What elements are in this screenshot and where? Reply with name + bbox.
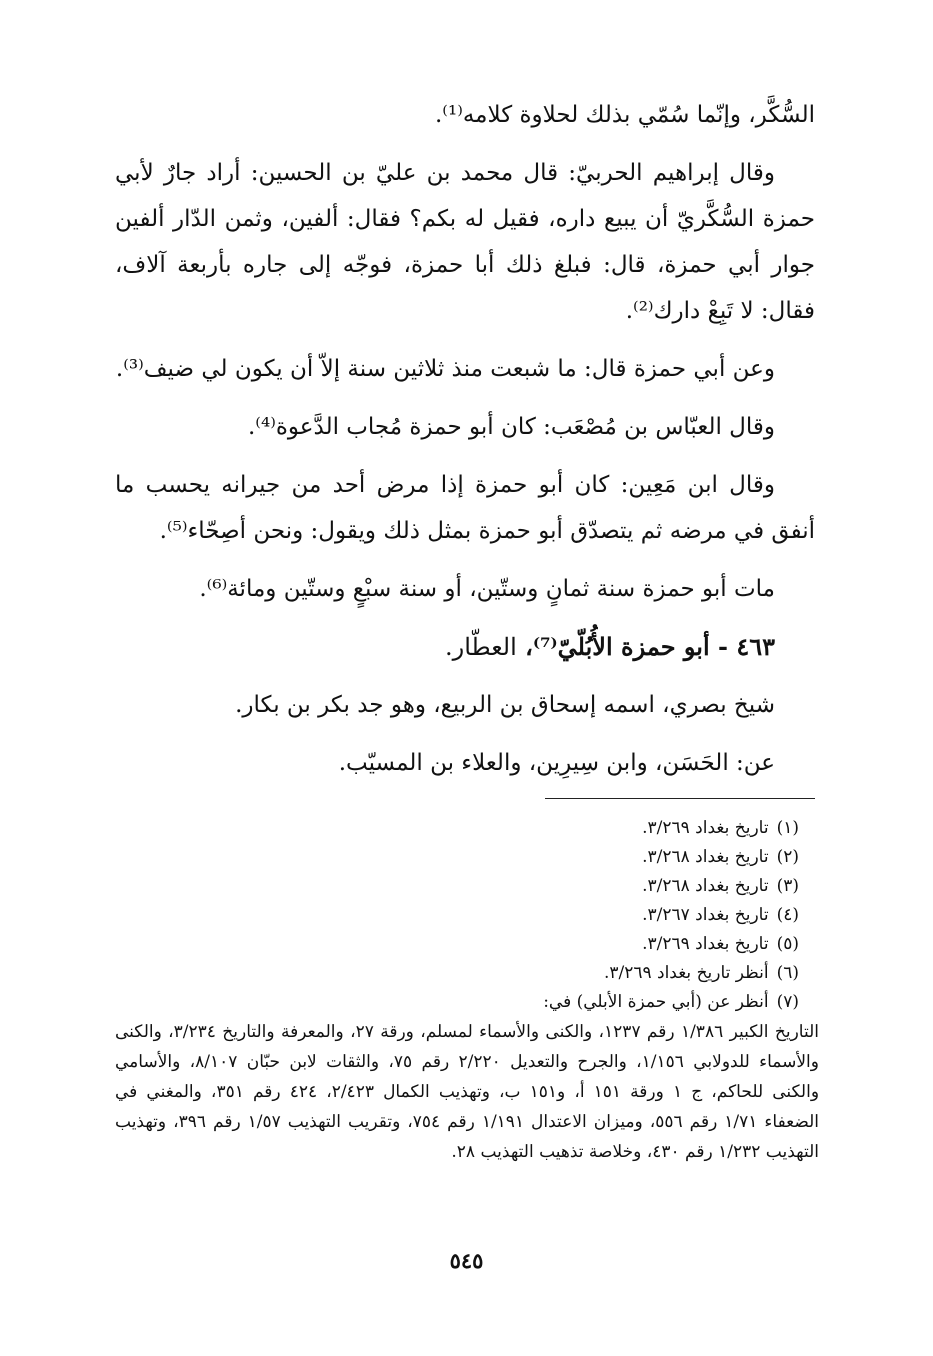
footnote-text: تاريخ بغداد ٣/٢٦٩. [642,818,769,838]
footnote [115,959,819,988]
footnote [115,988,819,1017]
footnote-number: (٤) [776,905,799,925]
footnote [115,930,819,959]
main-text [115,92,815,798]
page-number: ٥٤٥ [449,1248,484,1273]
entry-heading [115,624,815,670]
paragraph: السُّكَّر، وإنّما سُمّي بذلك لحلاوة كلامه⁽¹⁾. [434,102,815,128]
footnote-number: (٦) [776,963,799,983]
paragraph: وقال ابن مَعِين: كان أبو حمزة إذا مرض أحد من جيرانه يحسب ما أنفق في مرضه ثم يتصدّق أبو حمزة بمثل ذلك ويقول: ونحن أصِحّاء⁽⁵⁾. [115,472,815,544]
paragraph: وقال إبراهيم الحربيّ: قال محمد بن عليّ بن الحسين: أراد جارٌ لأبي حمزة السُّكَّريّ أن يبيع داره، فقيل له بكم؟ فقال: ألفين، وثمن الدّار ألفين جوار أبي حمزة، قال: فبلغ ذلك أبا حمزة، فوجّه إلى جاره بأربعة آلاف، فقال: لا تَبِعْ دارك⁽²⁾. [115,160,815,324]
paragraph: مات أبو حمزة سنة ثمانٍ وستّين، أو سنة سبْعٍ وستّين ومائة⁽⁶⁾. [199,576,775,602]
footnote-text: تاريخ بغداد ٣/٢٦٨. [642,847,769,867]
entry-heading-suffix: العطّار. [444,633,517,661]
footnote [115,872,819,901]
footnote-number: (١) [776,818,799,838]
footnote [115,814,819,843]
paragraph: وعن أبي حمزة قال: ما شبعت منذ ثلاثين سنة إلاّ أن يكون لي ضيف⁽³⁾. [115,356,775,382]
footnote-text: تاريخ بغداد ٣/٢٦٨. [642,876,769,896]
footnote-text: تاريخ بغداد ٣/٢٦٧. [642,905,769,925]
footnote-sources: التاريخ الكبير ١/٣٨٦ رقم ١٢٣٧، والكنى والأسماء لمسلم، ورقة ٢٧، والمعرفة والتاريخ ٣/٢٣٤، والكنى والأسماء للدولابي ١/١٥٦، والجرح والتعديل ٢/٢٢٠ رقم ٧٥، والثقات لابن حبّان ٨/١٠٧، والأسامي والكنى للحاكم، ج ١ ورقة ١٥١ أ، و١٥١ ب، وتهذيب الكمال ٢/٤٢٣، ٤٢٤ رقم ٣٥١، والمغني في الضعفاء ١/٧١ رقم ٥٥٦، وميزان الاعتدال ١/١٩١ رقم ٧٥٤، وتقريب التهذيب ١/٥٧ رقم ٣٩٦، وتهذيب التهذيب ١/٢٣٢ رقم ٤٣٠، وخلاصة تذهيب التهذيب ٢٨. [115,1022,820,1162]
entry-heading-title: ٤٦٣ - أبو حمزة الأُبُلّيّ⁽⁷⁾، [525,632,775,661]
footnote [115,843,819,872]
footnote-number: (٥) [776,934,799,954]
footnote [115,901,819,930]
paragraph: عن: الحَسَن، وابن سِيرِين، والعلاء بن المسيّب. [338,750,775,776]
footnote-text: أنظر عن (أبي حمزة الأبلي) في: [543,992,769,1012]
paragraph: شيخ بصري، اسمه إسحاق بن الربيع، وهو جد بكر بن بكار. [235,692,775,718]
paragraph: وقال العبّاس بن مُصْعَب: كان أبو حمزة مُجاب الدَّعوة⁽⁴⁾. [247,414,775,440]
footnotes [115,814,819,1167]
footnote-divider [545,798,815,799]
footnote-number: (٣) [776,876,799,896]
footnote-number: (٧) [776,992,799,1012]
footnote-text: أنظر تاريخ بغداد ٣/٢٦٩. [603,963,769,983]
footnote-text: تاريخ بغداد ٣/٢٦٩. [642,934,769,954]
footnote-number: (٢) [776,847,799,867]
